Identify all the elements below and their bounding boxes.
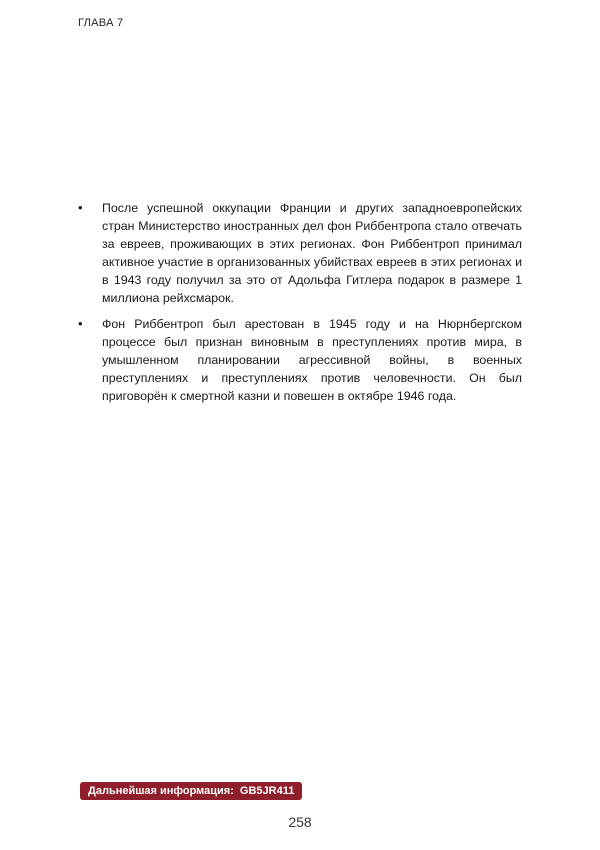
bullet-icon: • bbox=[78, 316, 83, 331]
bullet-text: Фон Риббентроп был арестован в 1945 году и на Нюрнбергском процессе был признан виновным в преступлениях против мира, в умышленном планировании агрессивной войны, в военных преступлениях и преступлениях против человечности. Он был приговорён к смертной казни и повешен в октябре 1946 года. bbox=[102, 317, 522, 403]
more-info-badge[interactable] bbox=[80, 782, 302, 800]
list-item bbox=[78, 199, 522, 307]
more-info-code: GB5JR411 bbox=[239, 785, 295, 797]
chapter-header: ГЛАВА 7 bbox=[78, 17, 124, 29]
bullet-icon: • bbox=[78, 200, 83, 215]
bullet-list bbox=[78, 199, 522, 413]
more-info-label: Дальнейшая информация: bbox=[88, 785, 234, 797]
page-number: 258 bbox=[288, 814, 312, 830]
bullet-text: После успешной оккупации Франции и других западноевропейских стран Министерство иностранных дел фон Риббентропа стало отвечать за евреев, проживающих в этих регионах. Фон Риббентроп принимал активное участие в организованных убийствах евреев в этих регионах и в 1943 году получил за это от Адольфа Гитлера подарок в размере 1 миллиона рейхсмарок. bbox=[102, 201, 522, 305]
list-item bbox=[78, 315, 522, 405]
